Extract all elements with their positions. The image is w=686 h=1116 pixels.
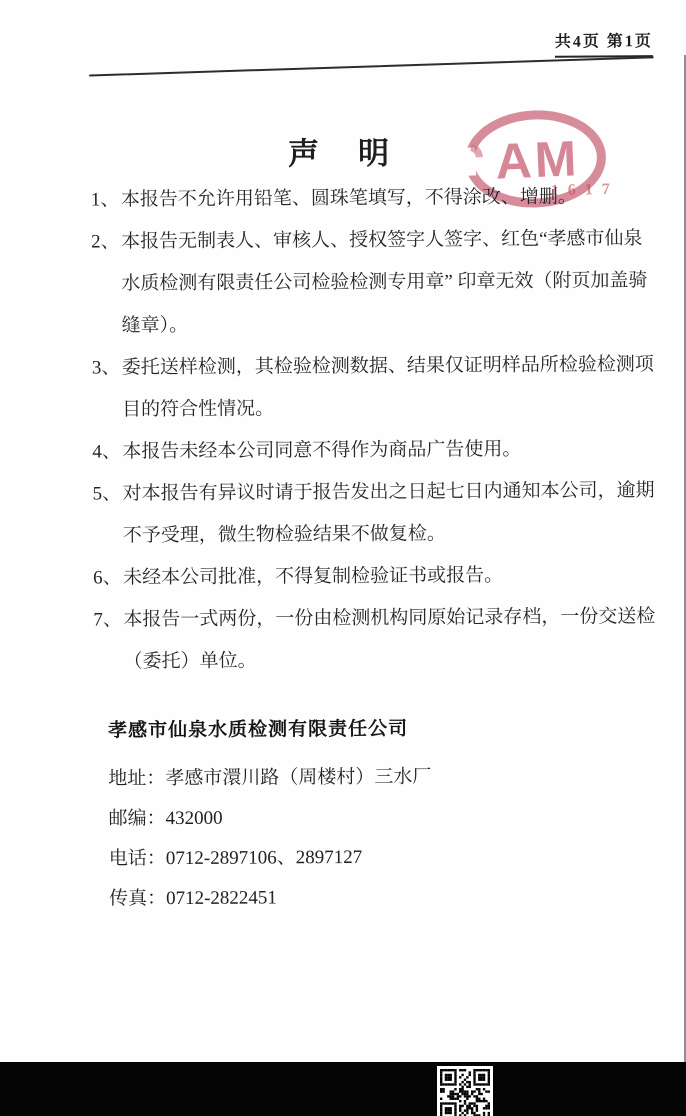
item-number: 3、 (91, 357, 121, 379)
item-number: 1、 (90, 189, 120, 211)
qr-code (437, 1066, 493, 1116)
list-item (92, 355, 662, 377)
company-postcode: 邮编：432000 (108, 807, 223, 830)
item-text: 目的符合性情况。 (122, 398, 275, 421)
item-text: 缝章）。 (121, 314, 189, 337)
list-item (93, 481, 663, 503)
item-text: 本报告未经本公司同意不得作为商品广告使用。 (122, 438, 522, 463)
item-text: 未经本公司批准，不得复制检验证书或报告。 (123, 565, 504, 589)
page-title: 声 明 (287, 135, 394, 172)
item-number: 5、 (92, 483, 122, 505)
company-name: 孝感市仙泉水质检测有限责任公司 (107, 718, 409, 742)
list-item (92, 439, 662, 461)
scanner-black-strip (0, 1062, 686, 1116)
company-info-block (108, 713, 432, 929)
stamp-letters: AM (494, 130, 581, 190)
company-fax: 传真：0712-2822451 (109, 887, 277, 910)
item-text: 对本报告有异议时请于报告发出之日起七日内通知本公司，逾期 (122, 480, 655, 505)
item-text: 水质检测有限责任公司检验检测专用章” 印章无效（附页加盖骑 (121, 270, 648, 295)
item-text: 委托送样检测，其检验检测数据、结果仅证明样品所检验检测项 (121, 354, 654, 379)
item-text: （委托）单位。 (123, 650, 257, 673)
list-item (91, 187, 661, 209)
item-number: 7、 (93, 609, 122, 631)
item-number: 6、 (93, 567, 122, 589)
page-number-indicator: 共4页 第1页 (555, 28, 653, 58)
stamp-ink-residue: 1617 (550, 180, 619, 200)
item-text: 不予受理，微生物检验结果不做复检。 (122, 523, 446, 547)
item-text: 本报告不允许用铅笔、圆珠笔填写，不得涂改、增删。 (120, 186, 577, 211)
item-text: 本报告一式两份，一份由检测机构同原始记录存档，一份交送检 (123, 606, 656, 631)
list-item (93, 565, 663, 587)
item-text: 本报告无制表人、审核人、授权签字人签字、红色“孝感市仙泉 (121, 228, 643, 253)
company-phone: 电话：0712-2897106、2897127 (108, 846, 363, 870)
list-item (93, 607, 663, 629)
header-divider-line (89, 56, 654, 76)
declaration-list (91, 187, 664, 694)
item-number: 4、 (92, 441, 121, 463)
list-item (91, 229, 661, 251)
company-address: 地址：孝感市澴川路（周楼村）三水厂 (108, 766, 432, 790)
item-number: 2、 (91, 231, 120, 253)
